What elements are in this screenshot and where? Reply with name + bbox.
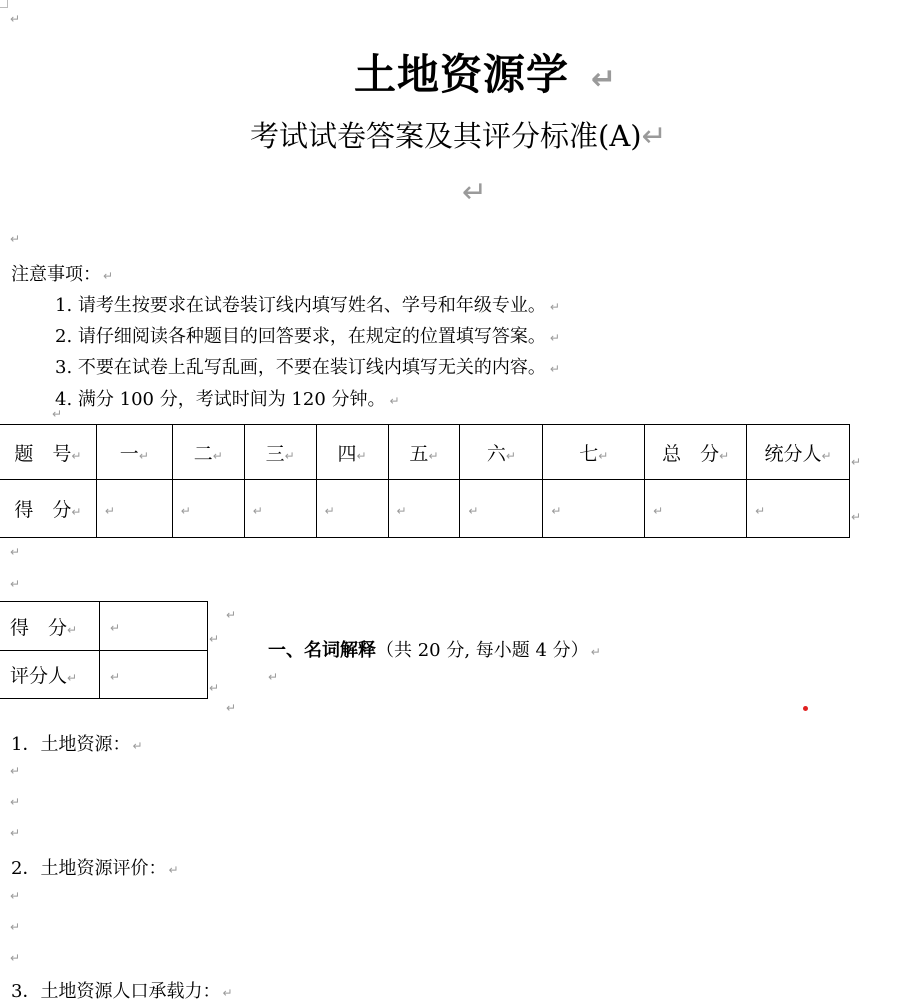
column-header: 五	[409, 442, 429, 465]
column-header: 一	[119, 442, 139, 465]
question-item	[11, 854, 179, 880]
paragraph-mark: ↵	[10, 577, 21, 591]
section-heading-detail: （共 20 分, 每小题 4 分）	[376, 640, 589, 661]
paragraph-mark: ↵	[212, 448, 223, 463]
table-cell	[172, 425, 244, 480]
table-cell	[244, 425, 316, 480]
column-header: 统分人	[764, 442, 822, 465]
note-item-text: 1. 请考生按要求在试卷装订线内填写姓名、学号和年级专业。	[55, 295, 546, 316]
table-row	[0, 602, 208, 651]
paragraph-mark: ↵	[132, 739, 143, 753]
paragraph-mark: ↵	[103, 269, 114, 283]
note-item-text: 2. 请仔细阅读各种题目的回答要求，在规定的位置填写答案。	[55, 326, 546, 347]
paragraph-mark: ↵	[168, 863, 179, 877]
paragraph-mark: ↵	[71, 505, 82, 519]
paragraph-mark: ↵	[641, 119, 667, 154]
paragraph-mark: ↵	[138, 448, 149, 463]
column-header: 六	[486, 442, 506, 465]
note-item	[55, 385, 400, 411]
notes-heading	[11, 260, 113, 286]
table-cell	[388, 425, 460, 480]
paragraph-mark: ↵	[10, 795, 21, 809]
document-title	[354, 42, 617, 102]
row-label: 得 分	[14, 499, 72, 521]
section-heading	[268, 636, 601, 662]
column-header: 三	[265, 442, 285, 465]
paragraph-mark: ↵	[462, 175, 488, 210]
table-cell	[0, 602, 100, 651]
paragraph-mark: ↵	[67, 671, 78, 685]
score-cell[interactable]	[460, 480, 543, 538]
table-row	[0, 651, 208, 699]
paragraph-mark: ↵	[324, 503, 335, 518]
paragraph-mark: ↵	[851, 455, 862, 469]
paragraph-mark: ↵	[110, 669, 121, 684]
document-title-text: 土地资源学	[354, 50, 570, 99]
paragraph-mark: ↵	[356, 448, 367, 463]
table-cell	[316, 425, 388, 480]
grade-grader-label: 评分人	[10, 665, 68, 687]
score-cell[interactable]	[244, 480, 316, 538]
paragraph-mark: ↵	[180, 503, 191, 518]
column-header: 七	[579, 442, 599, 465]
note-item	[55, 291, 560, 317]
section-heading-title: 一、名词解释	[268, 640, 376, 661]
paragraph-mark: ↵	[821, 448, 832, 463]
row-label: 题 号	[14, 442, 72, 465]
paragraph-mark: ↵	[110, 621, 121, 635]
table-cell	[0, 480, 96, 538]
paragraph-mark: ↵	[10, 920, 21, 934]
question-text: 2．土地资源评价：	[11, 858, 167, 879]
grade-score-label: 得 分	[10, 616, 68, 639]
paragraph-mark: ↵	[252, 503, 263, 518]
paragraph-mark: ↵	[10, 951, 21, 965]
paragraph-mark: ↵	[10, 764, 21, 778]
paragraph-mark: ↵	[428, 448, 439, 463]
table-cell	[645, 425, 747, 480]
score-cell[interactable]	[645, 480, 747, 538]
column-header: 二	[193, 442, 213, 465]
paragraph-mark: ↵	[209, 681, 220, 695]
score-summary-table	[0, 424, 850, 538]
paragraph-mark: ↵	[551, 503, 562, 518]
paragraph-mark: ↵	[284, 448, 295, 463]
score-cell[interactable]	[316, 480, 388, 538]
paragraph-mark: ↵	[591, 62, 618, 97]
score-cell[interactable]	[388, 480, 460, 538]
paragraph-mark: ↵	[719, 448, 730, 463]
notes-heading-text: 注意事项：	[11, 264, 101, 285]
paragraph-mark: ↵	[653, 503, 664, 518]
paragraph-mark: ↵	[10, 826, 21, 840]
note-item	[55, 322, 560, 348]
paragraph-mark: ↵	[598, 448, 609, 463]
paragraph-mark: ↵	[104, 503, 115, 518]
question-item	[11, 730, 143, 756]
score-cell[interactable]	[172, 480, 244, 538]
table-row	[0, 425, 850, 480]
table-cell	[747, 425, 850, 480]
page-corner-mark	[0, 0, 8, 8]
red-marker-dot	[803, 706, 808, 711]
paragraph-mark: ↵	[10, 889, 21, 903]
paragraph-mark: ↵	[396, 503, 407, 518]
paragraph-mark: ↵	[226, 701, 237, 715]
question-item	[11, 977, 233, 1003]
column-header: 总 分	[662, 442, 720, 465]
paragraph-mark: ↵	[268, 670, 279, 684]
paragraph-mark: ↵	[590, 645, 601, 659]
paragraph-mark: ↵	[226, 608, 237, 622]
document-subtitle-text: 考试试卷答案及其评分标准(A)	[250, 119, 642, 153]
question-text: 3．土地资源人口承载力：	[11, 981, 221, 1002]
note-item-text: 4. 满分 100 分，考试时间为 120 分钟。	[55, 389, 386, 410]
score-cell[interactable]	[543, 480, 645, 538]
paragraph-mark: ↵	[10, 12, 21, 26]
paragraph-mark: ↵	[52, 407, 63, 421]
paragraph-mark: ↵	[549, 331, 560, 345]
grade-score-cell[interactable]	[100, 602, 208, 651]
column-header: 四	[337, 442, 357, 465]
grade-box	[0, 601, 208, 699]
paragraph-mark: ↵	[549, 300, 560, 314]
question-text: 1．土地资源：	[11, 734, 131, 755]
paragraph-mark: ↵	[851, 510, 862, 524]
paragraph-mark: ↵	[755, 503, 766, 518]
table-cell	[0, 425, 96, 480]
paragraph-mark: ↵	[10, 232, 21, 246]
note-item-text: 3. 不要在试卷上乱写乱画，不要在装订线内填写无关的内容。	[55, 357, 546, 378]
score-cell[interactable]	[747, 480, 850, 538]
table-cell	[0, 651, 100, 699]
paragraph-mark: ↵	[71, 448, 82, 463]
table-row	[0, 480, 850, 538]
paragraph-mark: ↵	[10, 545, 21, 559]
paragraph-mark: ↵	[468, 503, 479, 518]
paragraph-mark: ↵	[222, 986, 233, 1000]
score-cell[interactable]	[96, 480, 172, 538]
paragraph-mark: ↵	[389, 394, 400, 408]
paragraph-mark: ↵	[209, 632, 220, 646]
paragraph-mark: ↵	[505, 448, 516, 463]
paragraph-mark: ↵	[67, 622, 78, 637]
table-cell	[96, 425, 172, 480]
grade-grader-cell[interactable]	[100, 651, 208, 699]
table-cell	[460, 425, 543, 480]
document-subtitle	[250, 114, 667, 155]
paragraph-mark: ↵	[549, 362, 560, 376]
table-cell	[543, 425, 645, 480]
note-item	[55, 353, 560, 379]
